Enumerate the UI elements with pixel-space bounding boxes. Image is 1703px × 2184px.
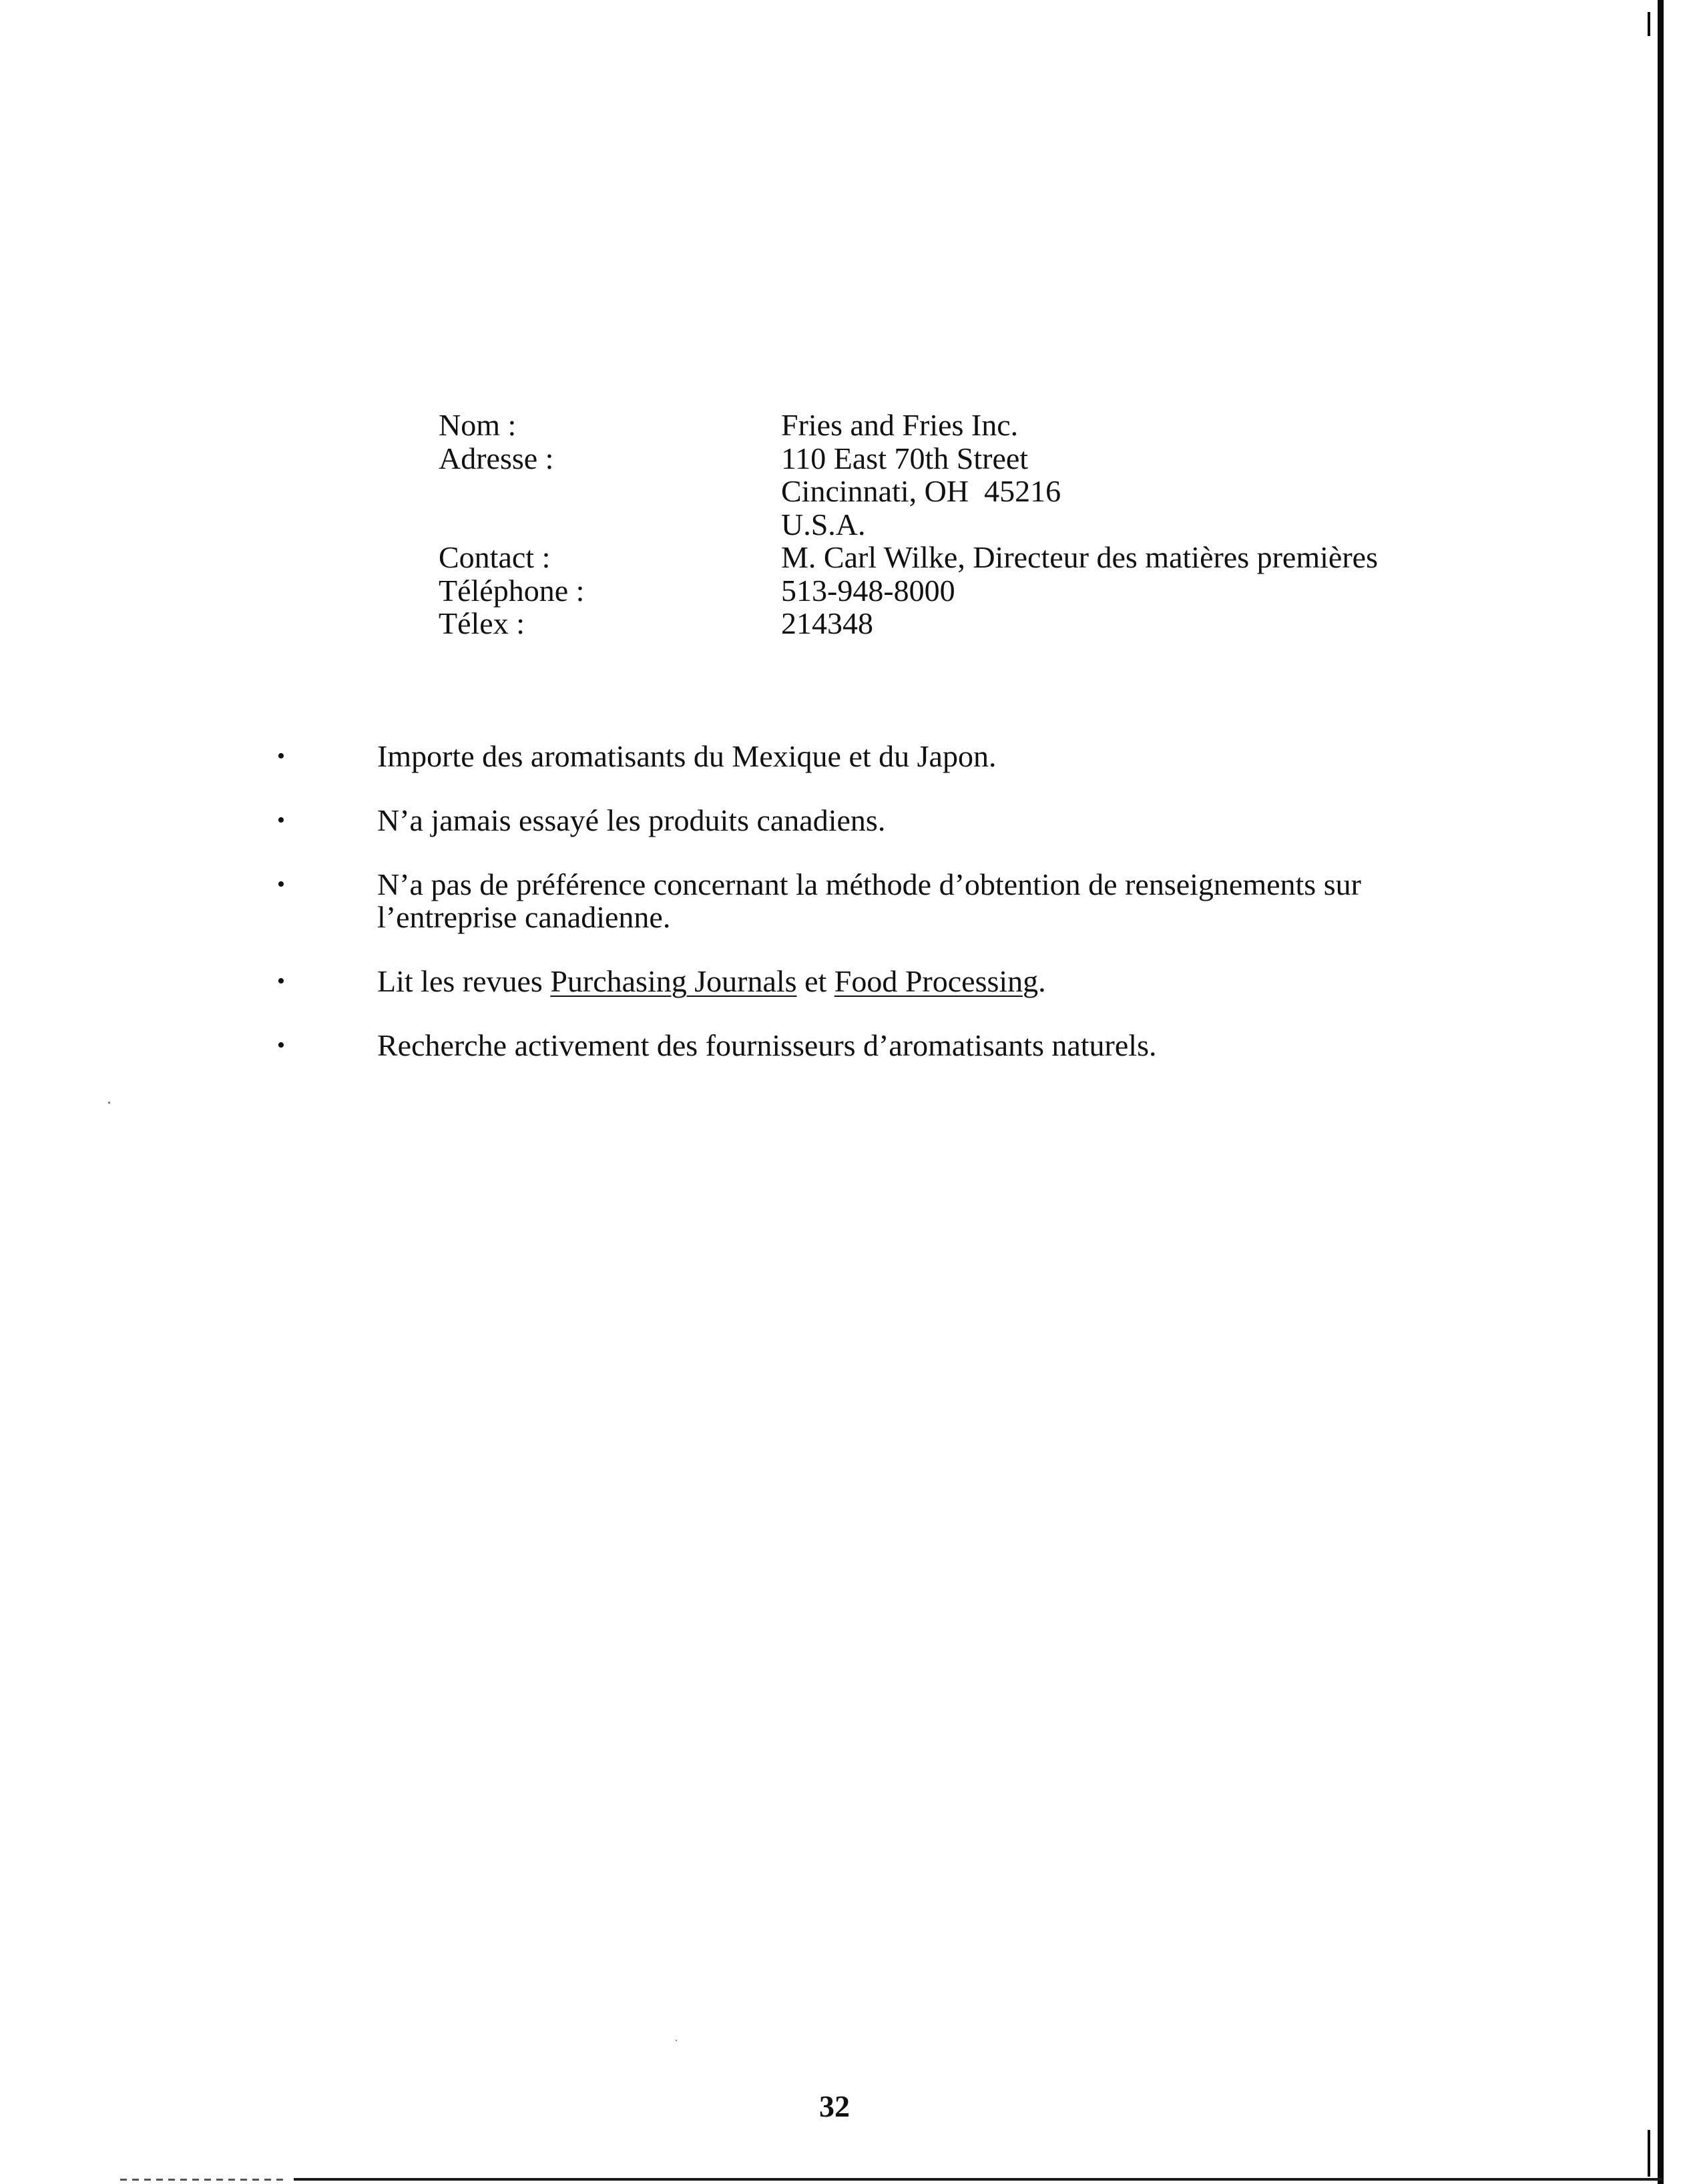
- bullet-icon: •: [277, 969, 285, 994]
- scan-edge-bottom-dashes: [120, 2179, 287, 2181]
- bullet-text: [377, 965, 1469, 998]
- bullet-text: N’a jamais essayé les produits canadiens.: [377, 803, 886, 837]
- bullet-text-middle: et: [796, 964, 834, 998]
- contact-label-empty: [439, 508, 781, 541]
- contact-value-address-line-2: Cincinnati, OH 45216: [781, 474, 1061, 508]
- bullet-text: Recherche activement des fournisseurs d’aromatisants naturels.: [377, 1028, 1157, 1062]
- contact-row-telephone: [439, 574, 1540, 608]
- contact-label-telex: Télex :: [439, 606, 525, 640]
- contact-value-address-line-1: 110 East 70th Street: [781, 441, 1029, 475]
- scan-edge-mark-bottom: [1648, 2130, 1650, 2177]
- contact-label-contact: Contact :: [439, 540, 551, 574]
- contact-row-address-2: [439, 475, 1540, 508]
- contact-row-contact: [439, 541, 1540, 574]
- notes-bullet-list: [267, 740, 1469, 1093]
- list-item: [267, 1029, 1469, 1062]
- journal-title-purchasing: Purchasing Journals: [550, 964, 797, 998]
- page-number: 32: [819, 2089, 850, 2123]
- contact-label-address: Adresse :: [439, 441, 554, 475]
- scan-edge-right: [1658, 0, 1664, 2184]
- scan-edge-mark-top: [1648, 12, 1650, 36]
- list-item: [267, 965, 1469, 998]
- scan-speck: [676, 2040, 677, 2041]
- bullet-icon: •: [277, 808, 285, 833]
- bullet-text-prefix: Lit les revues: [377, 964, 551, 998]
- bullet-icon: •: [277, 744, 285, 769]
- bullet-text: Importe des aromatisants du Mexique et du Japon.: [377, 739, 997, 773]
- bullet-icon: •: [277, 1033, 285, 1058]
- list-item: [267, 868, 1469, 933]
- scan-edge-bottom: [294, 2178, 1662, 2181]
- bullet-icon: •: [277, 872, 285, 897]
- contact-value-telex: 214348: [781, 606, 873, 640]
- contact-label-name: Nom :: [439, 408, 517, 442]
- bullet-text: N’a pas de préférence concernant la méthode d’obtention de renseignements sur l’entreprise canadienne.: [377, 867, 1361, 934]
- contact-info-block: [439, 409, 1540, 640]
- list-item: [267, 740, 1469, 773]
- contact-row-address-3: [439, 508, 1540, 541]
- contact-row-address: [439, 442, 1540, 475]
- journal-title-food-processing: Food Processing: [834, 964, 1039, 998]
- contact-value-address-line-3: U.S.A.: [781, 507, 866, 541]
- contact-row-telex: [439, 607, 1540, 640]
- contact-value-contact: M. Carl Wilke, Directeur des matières premières: [781, 540, 1378, 574]
- contact-value-telephone: 513-948-8000: [781, 573, 955, 608]
- contact-row-name: [439, 409, 1540, 442]
- contact-label-telephone: Téléphone :: [439, 573, 585, 608]
- bullet-text-suffix: .: [1038, 964, 1046, 998]
- contact-value-name: Fries and Fries Inc.: [781, 408, 1019, 442]
- list-item: [267, 804, 1469, 837]
- contact-label-empty: [439, 475, 781, 508]
- scan-speck: [108, 1102, 110, 1104]
